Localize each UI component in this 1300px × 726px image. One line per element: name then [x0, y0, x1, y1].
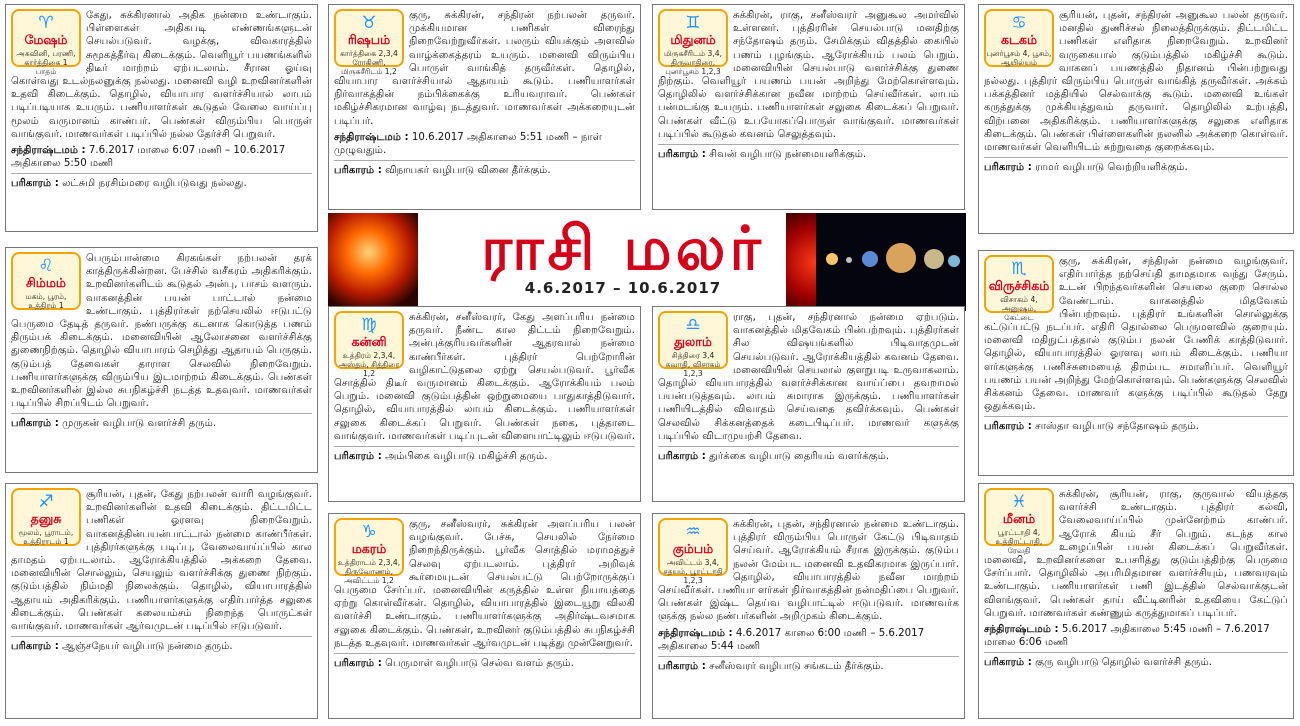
sign-name: மீனம் — [1002, 511, 1036, 526]
forecast-text: சுக்கிரன், புதன், சந்திரனால் நன்மை உண்டாகும். புத்திரர் விரும்பிய பொருள் கேட்டு பிடிவாதம் செய்வர். ஆரோக்கியம் சீராக இருக்கும். குடும்ப நலன் மேம்பட மனைவி உதவிகரமாக இருப்பார். தொழில், வியாபாரத்தில் நவீன மாற்றம் செய்வீர்கள். பணியா ளர்கள் நிர்வாகத்தின் நன்மதிப்பை பெறுவர். பெண்கள் இஷ்ட தெய்வ வழிபாட்டில் ஈடுபடுவர். மாணவர்க ளுக்கு நல்ல நண்பர்களின் அறிமுகம் கிடைக்கும். — [658, 519, 959, 623]
scales-icon: ♎ — [685, 315, 701, 335]
forecast-text: சூரியன், புதன், சந்திரன் அனுகூல பலன் தருவர். மனதில் துணிச்சல் நிலைத்திருக்கும். திட்டமிட்ட பணிகள் எளிதாக நிறைவேறும். உறவினர் வருகையால் குடும்பத்தில் மகிழ்ச்சி கூடும். வாகனப் பயணத்தில் நிதானம் பின்பற்றுவது நல்லது. புத்திரர் விரும்பிய பொருள் வாங்கித் தருவீர்கள். அக்கம் பக்கத்தினர் மத்தியில் செல்வாக்கு கூடும். மனைவி உங்கள் கருத்துக்கு முக்கியத்துவம் தருவார். தொழிலில் உற்பத்தி, விற்பனை அதிகரிக்கும். பணியாளர்களுக்கு சலுகை எளிதாக கிடைக்கும். பெண்கள் பிள்ளைகளின் நலனில் அக்கறை கொள்வர். மாணவர்கள் வெளியிடம் சுற்றுவதை குறைக்கவும். — [984, 10, 1288, 154]
sign-stars: மகம், பூரம், உத்திரம் 1 — [25, 292, 67, 310]
sign-badge — [658, 9, 728, 76]
archer-icon: ♐ — [38, 492, 54, 512]
parikaram: பரிகாரம் : துர்க்கை வழிபாடு தைரியம் வளர்க்கும். — [658, 446, 959, 463]
sign-badge — [11, 488, 81, 546]
sign-stars: சித்திரை 3,4 சுவாதி, விசாகம் 1,2,3 — [665, 351, 721, 378]
sign-name: மேஷம் — [24, 32, 68, 47]
forecast-text: சூரியன், புதன், கேது நற்பலன் வாரி வழங்குவர். உறவினர்களின் உதவி கிடைக்கும். திட்டமிட்ட பணிகள் ஓரளவு நிறைவேறும். வாகனத்தின்பயன்பாட்டால் நன்மை காண்பீர்கள். புத்திரர்களுக்கு படிப்பு, வேலைவாய்ப்பில் கால தாமதம் ஏற்படலாம். ஆரோக்கியத்தில் அக்கறை தேவை. மனைவியின் சொல்லும், செயலும் வளர்ச்சிக்கு துணை நிற்கும். குடும்பத்தில் நிம்மதி நிலைக்கும். தொழில், வியாபாரத்தில் ஆதாயம் அதிகரிக்கும். பணியாளர்களுக்கு எதிர்பார்த்த சலுகை கிடைக்கும். பெண்கள் கலையம்சம் நிறைந்த பொருட்கள் வாங்குவர். மாணவர்கள் ஆர்வமுடன் படிப்பில் ஈடுபடுவர். — [11, 489, 312, 633]
maiden-icon: ♍ — [361, 315, 377, 335]
card-thulam — [652, 306, 965, 502]
chandrashtamam: சந்திராஷ்டமம் : 10.6.2017 அதிகாலை 5:51 மணி – நாள் முழுவதும். — [334, 131, 602, 157]
sign-stars: விசாகம் 4, அனுஷம், கேட்டை — [1000, 295, 1038, 322]
sign-stars: அசுவினி, பரணி, கார்த்திகை 1 பாதம் — [16, 49, 76, 76]
card-kadagam — [978, 4, 1294, 234]
bull-icon: ♉ — [361, 13, 377, 33]
sign-stars: பூரட்டாதி 4, உத்திரட்டாதி, ரேவதி — [995, 528, 1043, 555]
sign-badge — [984, 255, 1054, 322]
parikaram: பரிகாரம் : சிவன் வழிபாடு நன்மையளிக்கும். — [658, 144, 959, 161]
parikaram: பரிகாரம் : சனீஸ்வரர் வழிபாடு சங்கடம் தீர்க்கும். — [658, 656, 959, 673]
sign-name: தனுசு — [30, 511, 62, 526]
chandrashtamam: சந்திராஷ்டமம் : 5.6.2017 அதிகாலை 5:45 மணி – 7.6.2017 மாலை 6:06 மணி — [984, 624, 1270, 649]
parikaram: பரிகாரம் : லட்சுமி நரசிம்மரை வழிபடுவது நல்லது. — [11, 173, 312, 190]
title-banner — [328, 213, 966, 311]
chandrashtamam: சந்திராஷ்டமம் : 4.6.2017 காலை 6:00 மணி – 5.6.2017 அதிகாலை 5:44 மணி — [658, 627, 925, 652]
forecast-text: குரு, சுக்கிரன், சந்திரன் நன்மை வழங்குவர். எதிர்பார்த்த நற்செய்தி தாமதமாக வந்து சேரும். உடன் பிறந்தவர்களின் செயலை குறை சொல்ல வேண்டாம். வாகனத்தில் மிதவேகம் பின்பற்றவும். புத்திரர் உங்களின் சொல்லுக்கு கட்டுப்பட்டு நடப்பர். எதிரி தொல்லை பெருமளவில் குறையும். மனைவி மதிநுட்பத்தால் குடும்ப நலன் பேணிக் காத்திடுவார். தொழில், வியாபாரத்தில் ஓரளவு லாபம் கிடைக்கும். பணியா ளர்களுக்கு பணிச்சுமையைத் திறம்பட சமாளிப்பர். வெளியூர் பயணம் பயன் அறிந்து மேற்கொள்ளவும். பெண்களுக்கு செலவில் சிக்கனம் தேவை. மாணவர் களுக்கு படிப்பில் கூடுதல் தேறு ஒதுக்கவும். — [984, 256, 1288, 413]
scorpion-icon: ♏ — [1011, 259, 1027, 279]
fish-icon: ♓ — [1011, 492, 1027, 512]
sign-badge — [334, 518, 404, 585]
sign-stars: மூலம், பூராடம், உத்திராடம் 1 — [18, 528, 74, 546]
sign-stars: புனர்பூசம் 4, பூசம், ஆயில்யம் — [986, 49, 1052, 67]
parikaram: பரிகாரம் : குரு வழிபாடு தொழில் வளர்ச்சி தரும். — [984, 652, 1288, 669]
date-range: 4.6.2017 – 10.6.2017 — [524, 279, 722, 297]
page-title: ராசி மலர் — [481, 214, 765, 284]
crab-icon: ♋ — [1011, 13, 1027, 33]
sun-image — [328, 213, 418, 311]
sign-stars: கார்த்திகை 2,3,4 ரோகிணி, மிருகசீரிடம் 1,2 — [340, 49, 398, 76]
sign-stars: உத்திராடம் 2,3,4, திருவோணம், அவிட்டம் 1,2 — [337, 558, 401, 585]
sign-name: விருச்சிகம் — [988, 278, 1050, 293]
parikaram: பரிகாரம் : ஆஞ்சநேயர் வழிபாடு நன்மை தரும். — [11, 636, 312, 653]
forecast-text: சுக்கிரன், ராகு, சனீஸ்வரர் அனுகூல அமர்வில் உள்ளனர். புத்திரரின் செயல்பாடு மனதிற்கு சந்தோஷம் தரும். சேமிக்கும் விதத்தில் கையில் பணம் புழங்கும். ஆரோக்கியம் பலம் பெறும். மனைவியின் செயல்பாடு வளர்ச்சிக்கு துணை நிற்கும். வெளியூர் பயணம் பயன் அறிந்து மேற்கொள்ளவும். தொழிலில் வளர்ச்சிக்கான நவீன மாற்றம் செய்வீர்கள். லாபம் பன்மடங்கு உயரும். பணியாளர்கள் சலுகை கிடைக்கப் பெறுவர். பெண்கள் வீட்டு உபயோகப்பொருள் வாங்குவர். மாணவர்கள் படிப்பில் கூடுதல் கவனம் செலுத்தவும். — [658, 10, 959, 140]
forecast-text: சுக்கிரன், சனீஸ்வரர், கேது அளப்பரிய நன்மை தருவர். நீண்ட கால திட்டம் நிறைவேறும். அன்புக்குரியவர்களின் ஆதரவால் நன்மை காண்பீர்கள். புத்திரர் பெற்றோரின் வழிகாட்டுதலை ஏற்று செயல்படுவர். பூர்வீக சொத்தில் திடீர் வருமானம் கிடைக்கும். ஆரோக்கியம் பலம் பெறும். மனைவி குடும்பத்தின் ஒற்றுமையை பாதுகாத்திடுவார். தொழில், வியாபாரத்தில் லாபம் கிடைக்கும். பணியாளர்கள் சலுகை கிடைக்கப் பெறுவர். பெண்கள் நகை, புத்தாடை வாங்குவர். மாணவர்கள் படிப்புடன் விளையாட்டிலும் ஈடுபடுவர். — [334, 312, 636, 442]
sign-badge — [334, 9, 404, 76]
forecast-text: ராகு, புதன், சந்திரனால் நன்மை ஏற்படும். வாகனத்தில் மிதவேகம் பின்பற்றவும். புத்திரர்கள் சில விஷயங்களில் பிடிவாதமுடன் செயல்படுவர். ஆரோக்கியத்தில் கவனம் தேவை. மனைவியின் செயலால் குளறுபடி உருவாகலாம். தொழில் வியாபாரத்தில் வளர்ச்சிக்கான வாய்ப்பை தவறாமல் பயன்படுத்தவும். லாபம் சுமாராக இருக்கும். பணியாளர்கள் பணியிடத்தில் விவாதம் செய்வதை தவிர்க்கவும். பெண்கள் செலவில் சிக்கனத்தைக் கடைபிடிப்பர். மாணவர் களுக்கு படிப்பில் விடாமுயற்சி தேவை. — [658, 312, 959, 442]
sign-name: மகரம் — [351, 541, 387, 556]
sign-badge — [658, 311, 728, 378]
sign-name: துலாம் — [674, 334, 712, 349]
twins-icon: ♊ — [685, 13, 701, 33]
forecast-text: பெரும்பான்மை கிரகங்கள் நற்பலன் தரக் காத்திருக்கின்றன. பேச்சில் வசீகரம் அதிகரிக்கும். உறவினர்களிடம் கூடுதல் அன்பு, பாசம் வளரும். வாகனத்தின் பயன் பாட்டால் நன்மை உண்டாகும். புத்திரர்கள் நற்செயலில் ஈடுபட்டு பெருமை தேடித் தருவர். நண்பருக்கு கடனாக கொடுத்த பணம் திரும்பக் கிடைக்கும். மனைவியின் ஆலோசனை வளர்ச்சிக்கு துணைநிற்கும். தொழில் வியாபாரம் செழித்து ஆதாயம் பெருகும். குடும்பத் தேவைகள் தாராள செலவில் நிறைவேறும். பணியாளர்களுக்கு விரும்பிய இடமாற்றம் கிடைக்கும். பெண்கள் உறவினர்களின் இல்ல சுபநிகழ்ச்சி நடத்த உதவுவர். மாணவர்கள் படிப்பில் சிறப்பிடம் பெறுவர். — [11, 253, 312, 410]
goat-icon: ♑ — [361, 522, 377, 542]
sign-stars: அவிட்டம் 3,4, சதயம், பூரட்டாதி 1,2,3 — [663, 558, 723, 585]
parikaram: பரிகாரம் : அம்பிகை வழிபாடு மகிழ்ச்சி தரும். — [334, 446, 635, 463]
sign-badge — [334, 311, 404, 378]
forecast-text: குரு, சனீஸ்வரர், சுக்கிரன் அளப்பரிய பலன் வழங்குவர். பேச்சு, செயலில் நேர்மை நிறைந்திருக்கும். பூர்வீக சொத்தில் மராமத்துச் செலவு ஏற்படலாம். புத்திரர் அறிவுக் கூர்மையுடன் செயல்பட்டு பெற்றோருக்குப் பெருமை சேர்ப்பர். மனைவியின் கருத்தில் உள்ள நியாயத்தை ஏற்று கொள்வீர்கள். தொழில், வியாபாரத்தில் இடையூறு விலகி வளர்ச்சி உண்டாகும். பணியாளர்களுக்கு அதிர்ஷ்டவசமாக சலுகை கிடைக்கும். பெண்கள், உறவினர் குடும்பத்தில் சுபநிகழ்ச்சி நடத்த உதவுவர். மாணவர்கள் ஆர்வமுடன் படித்து முன்னேறுவர். — [334, 519, 635, 649]
sign-badge — [658, 518, 728, 585]
sign-name: சிம்மம் — [26, 275, 66, 290]
card-magaram — [328, 513, 641, 719]
card-meenam — [978, 483, 1294, 719]
chandrashtamam: சந்திராஷ்டமம் : 7.6.2017 மாலை 6:07 மணி – 10.6.2017 அதிகாலை 5:50 மணி — [11, 145, 286, 170]
planets-image — [816, 213, 966, 311]
red-planet-image — [786, 213, 816, 311]
parikaram: பரிகாரம் : ராமர் வழிபாடு வெற்றியளிக்கும். — [984, 157, 1288, 174]
lion-icon: ♌ — [38, 256, 54, 276]
parikaram: பரிகாரம் : சாஸ்தா வழிபாடு சந்தோஷம் தரும். — [984, 416, 1288, 433]
sign-name: கன்னி — [351, 334, 387, 349]
sign-name: மிதுனம் — [670, 32, 716, 47]
sign-badge — [984, 488, 1054, 555]
forecast-text: சுக்கிரன், சூரியன், ராகு, குருவால் வியத்தகு வளர்ச்சி உண்டாகும். புத்திரர் கல்வி, வேலைவாய்ப்பில் முன்னேற்றம் காண்பர். ஆரோக் கியம் சீர் பெறும். கடந்த கால உழைப்பின் பயன் கிடைக்கப் பெறுவீர்கள். மனைவி, உறவினர்களை உபசரித்து குடும்பத்திற்கு பெருமை சேர்ப்பார். தொழிலில் அபரிமிதமான வளர்ச்சியும், பணவரவும் உண்டாகும். பணியாளர்கள் பணி இடத்தில் செல்வாக்குடன் விளங்குவர். பெண்கள் தாய் வீட்டினரின் உதவியை கேட்டுப் பெறுவர். மாணவர்கள் கண்ணும் கருத்துமாகப் படிப்பர். — [984, 489, 1288, 619]
sign-name: கடகம் — [1001, 32, 1037, 47]
parikaram: பரிகாரம் : விநாயகர் வழிபாடு வினை தீர்க்கும். — [334, 160, 635, 177]
card-rishabam — [328, 4, 641, 210]
sign-badge — [11, 9, 81, 76]
forecast-text: குரு, சுக்கிரன், சந்திரன் நற்பலன் தருவர். முக்கியமான பணிகள் விரைந்து நிறைவேற்றுவீர்கள். பலரும் வியக்கும் அளவில் வாழ்க்கைத்தரம் உயரும். மனைவி விரும்பிய பொருள் வாங்கித் தருவீர்கள். தொழில், வியாபார வளர்ச்சியால் ஆதாயம் கூடும். பணியாளர்கள் நிர்வாகத்தின் நம்பிக்கைக்கு உரியவராவர். பெண்கள் மகிழ்ச்சிகரமான வாழ்வு நடத்துவர். மாணவர்கள் அக்கறையுடன் படிப்பர். — [334, 10, 635, 127]
ram-icon: ♈ — [38, 13, 54, 33]
card-dhanusu — [5, 483, 318, 719]
water-bearer-icon: ♒ — [685, 522, 701, 542]
sign-name: ரிஷபம் — [347, 32, 391, 47]
card-kanni — [328, 306, 641, 502]
card-mithunam — [652, 4, 965, 210]
parikaram: பரிகாரம் : முருகன் வழிபாடு வளர்ச்சி தரும். — [11, 413, 312, 430]
card-kumbam — [652, 513, 965, 719]
card-simmam — [5, 247, 318, 473]
sign-stars: உத்திரம் 2,3,4, அஸ்தம், சித்திரை 1,2 — [338, 351, 400, 378]
forecast-text: கேது, சுக்கிரனால் அதிக நன்மை உண்டாகும். பிள்ளைகள் அதிகபடி எண்ணங்களுடன் செயல்படுவர். வழக்கு, விவகாரத்தில் சுமூகத்தீர்வு கிடைக்கும். வெளியூர் பயணங்களில் திடீர் மாற்றம் ஏற்படலாம். சீரான ஓய்வு கொள்வது உடல்நலனுக்கு நல்லது. மனைவி வழி உறவினர்களின் உதவி கிடைக்கும். தொழில், வியாபார வளர்ச்சியால் லாபம் படிப்படியாக உயரும். பணியாளர்கள் கூடுதல் வேலை வாய்ப்பு மூலம் வருமானம் காண்பர். பெண்கள் விரும்பிய பொருள் வாங்குவர். மாணவர்கள் படிப்பில் நல்ல தேர்ச்சி பெறுவர். — [11, 10, 312, 140]
sign-badge — [11, 252, 81, 310]
sign-name: கும்பம் — [672, 541, 714, 556]
card-mesham — [5, 4, 318, 232]
sign-badge — [984, 9, 1054, 67]
card-viruchigam — [978, 250, 1294, 476]
sign-stars: மிருகசீரிடம் 3,4, திருவாதிரை, புனர்பூசம் 1,2,3 — [663, 49, 723, 76]
parikaram: பரிகாரம் : பெருமாள் வழிபாடு செல்வ வளம் தரும். — [334, 653, 635, 670]
